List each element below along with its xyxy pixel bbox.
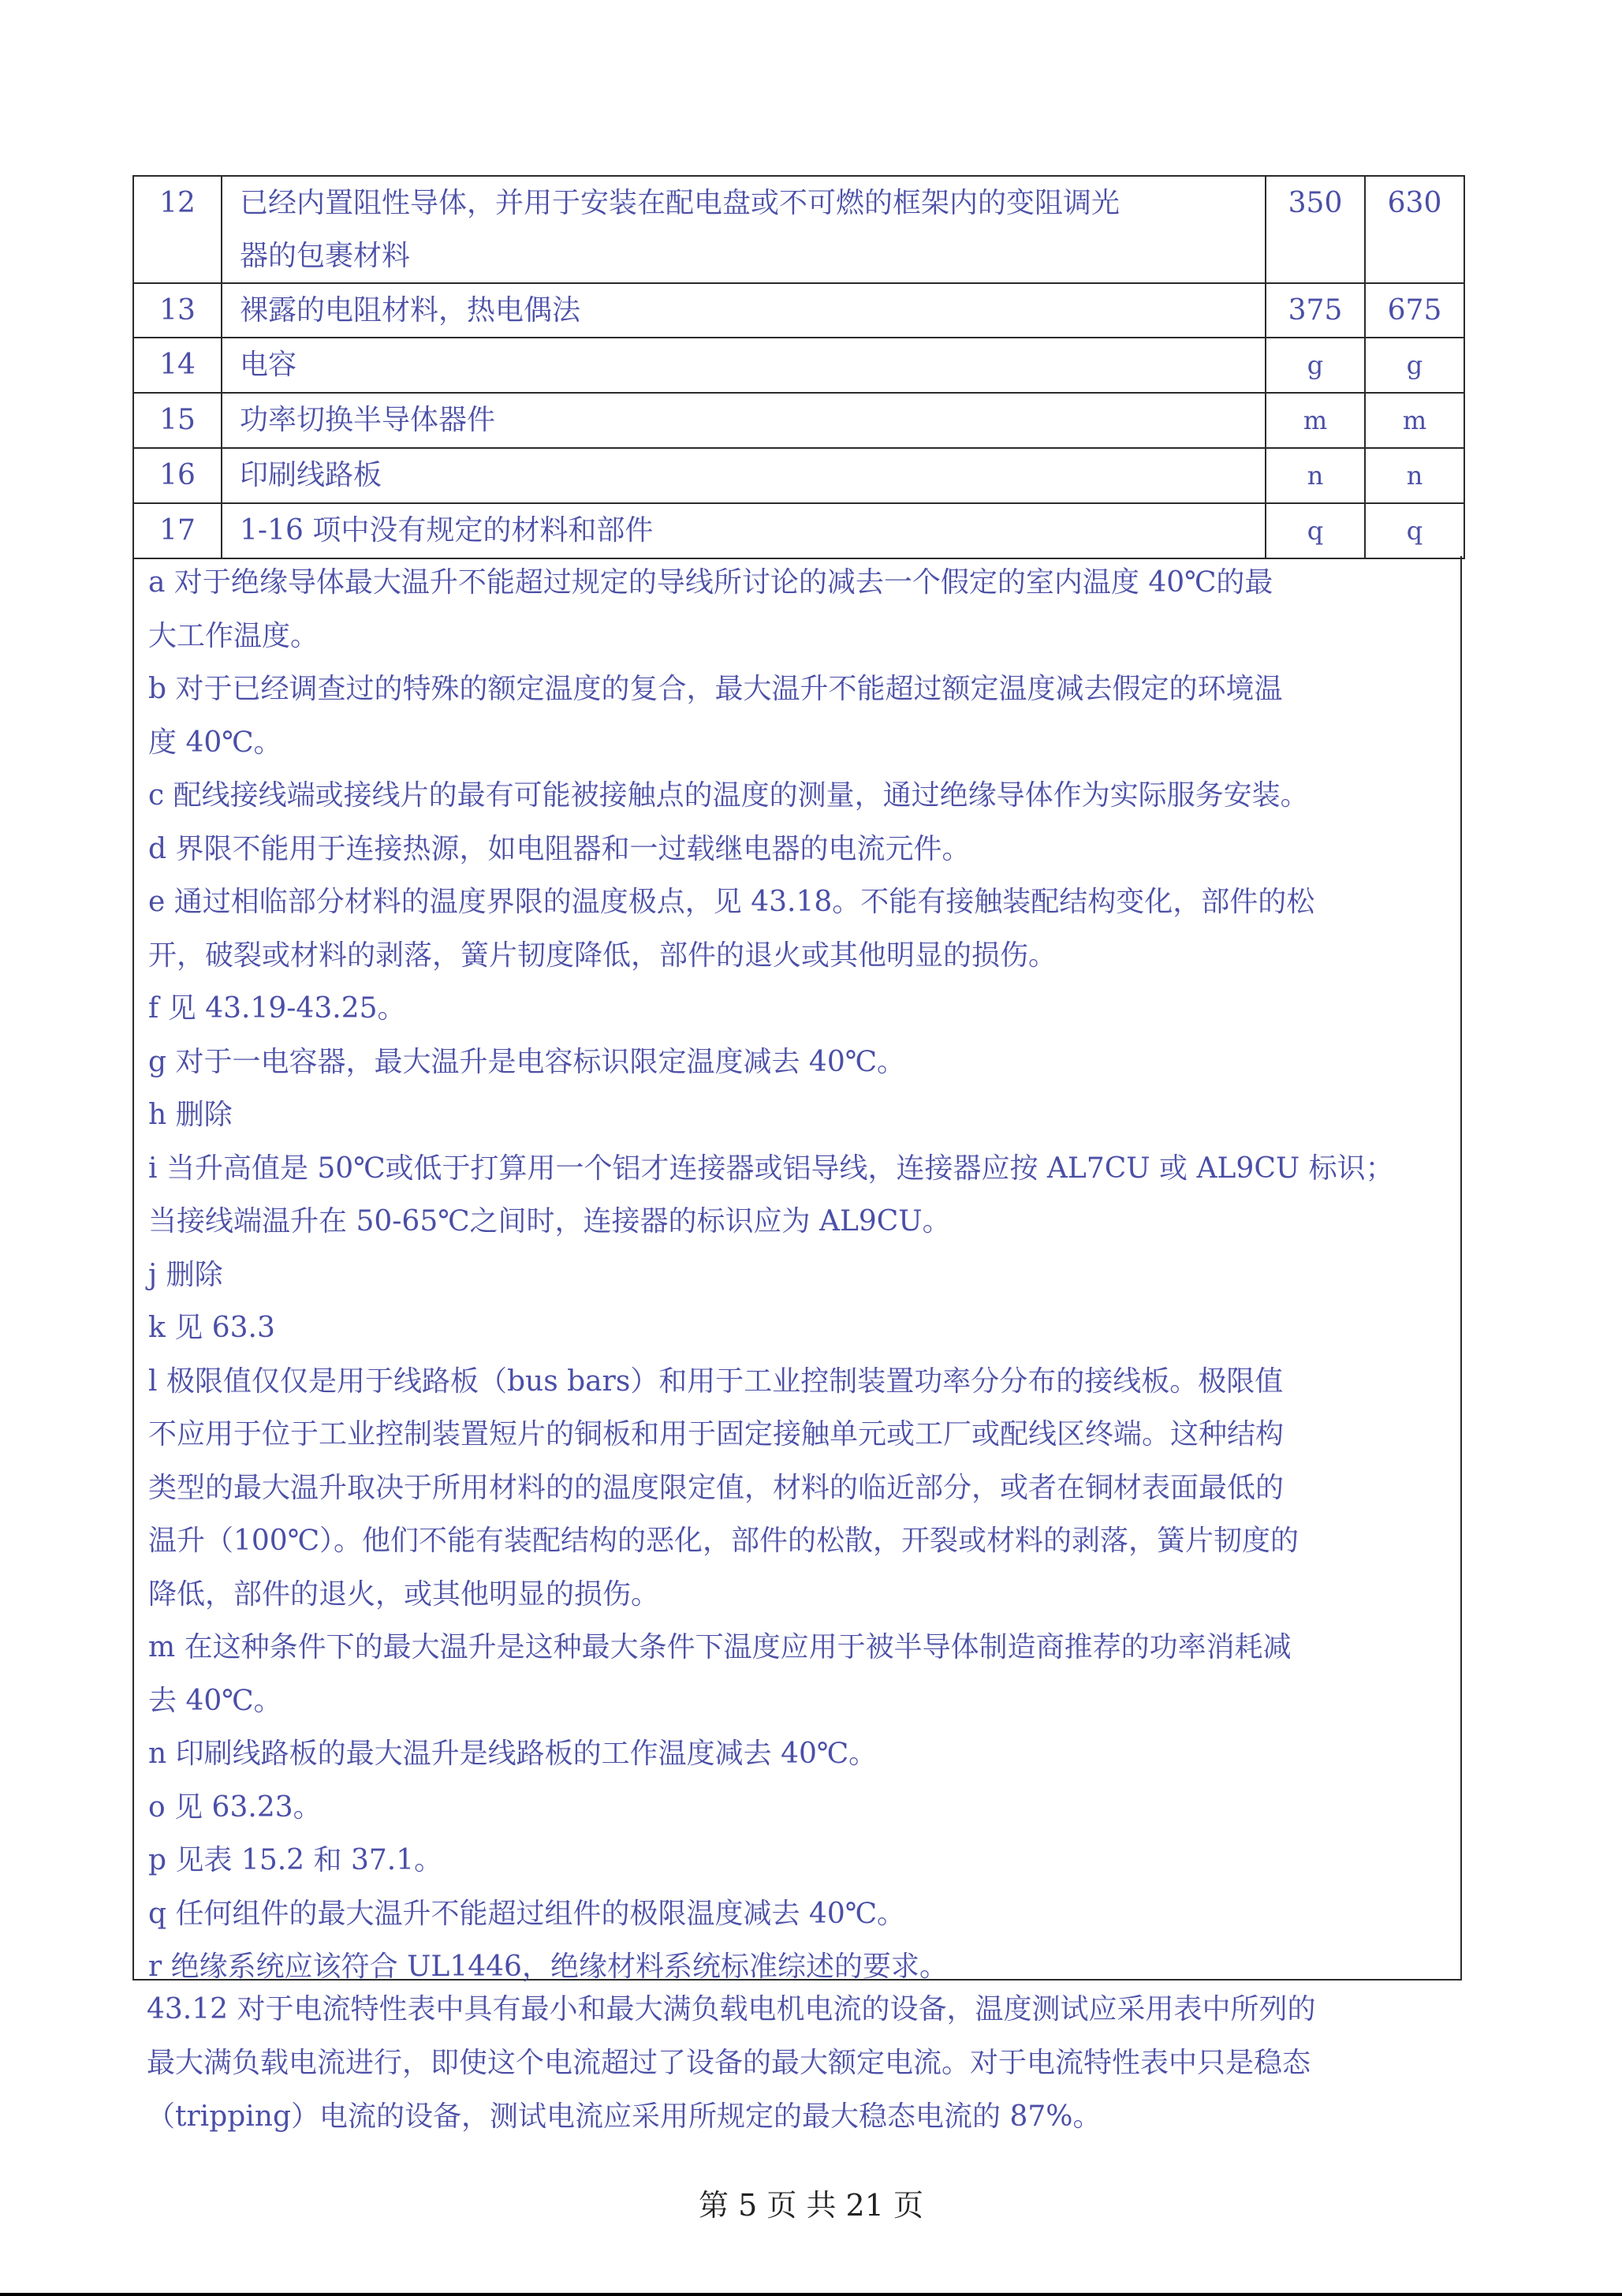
footnote-ref: q [1406, 516, 1423, 546]
footnote-line: k 见 63.3 [148, 1312, 275, 1344]
limit-value-c [1266, 338, 1365, 393]
footnote-ref: g [1406, 350, 1423, 380]
limit-value-f [1365, 448, 1464, 503]
page-number-footer: 第 5 页 共 21 页 [699, 2188, 923, 2223]
limit-value-c [1266, 448, 1365, 503]
limit-value-f: 630 [1365, 176, 1464, 283]
item-number: 15 [133, 393, 222, 448]
footnote-line: j 删除 [148, 1258, 223, 1291]
footnote-line: m 在这种条件下的最大温升是这种最大条件下温度应用于被半导体制造商推荐的功率消耗减 [148, 1631, 1292, 1663]
footnote-line: 类型的最大温升取决于所用材料的的温度限定值，材料的临近部分，或者在铜材表面最低的 [148, 1471, 1285, 1504]
page-bottom-divider [0, 2293, 1622, 2296]
footnote-line: 不应用于位于工业控制装置短片的铜板和用于固定接触单元或工厂或配线区终端。这种结构 [148, 1418, 1285, 1450]
limit-value-f [1365, 503, 1464, 558]
footnote-line: 当接线端温升在 50-65℃之间时，连接器的标识应为 AL9CU。 [148, 1205, 951, 1238]
footnote-ref: n [1307, 461, 1324, 491]
footnote-line: q 任何组件的最大温升不能超过组件的极限温度减去 40℃。 [148, 1897, 906, 1930]
footnote-line: n 印刷线路板的最大温升是线路板的工作温度减去 40℃。 [148, 1738, 878, 1770]
footnote-line: g 对于一电容器，最大温升是电容标识限定温度减去 40℃。 [148, 1045, 906, 1078]
table-row [133, 176, 1464, 283]
table-row [133, 338, 1464, 393]
footnote-line: a 对于绝缘导体最大温升不能超过规定的导线所讨论的减去一个假定的室内温度 40℃的最 [148, 566, 1273, 599]
footnote-line: l 极限值仅仅是用于线路板（bus bars）和用于工业控制装置功率分分布的接线板。极限值 [148, 1365, 1284, 1398]
table-row [133, 393, 1464, 448]
footnote-line: 大工作温度。 [148, 619, 319, 652]
temperature-limits-table [132, 175, 1465, 559]
footnote-line: i 当升高值是 50℃或低于打算用一个铝才连接器或铝导线，连接器应按 AL7CU 或 AL9CU 标识； [148, 1152, 1394, 1185]
item-number: 16 [133, 448, 222, 503]
footnote-ref: q [1307, 516, 1324, 546]
footnote-line: 开，破裂或材料的剥落，簧片韧度降低，部件的退火或其他明显的损伤。 [148, 939, 1057, 972]
limit-value-c [1266, 393, 1365, 448]
item-number: 13 [133, 283, 222, 338]
footnote-line: f 见 43.19-43.25。 [148, 992, 406, 1025]
item-number: 12 [133, 176, 222, 283]
footnote-line: o 见 63.23。 [148, 1790, 322, 1824]
table-row [133, 503, 1464, 558]
limit-value-f [1365, 338, 1464, 393]
footnote-line: b 对于已经调查过的特殊的额定温度的复合，最大温升不能超过额定温度减去假定的环境温 [148, 673, 1283, 705]
section-43-12-paragraph [147, 1983, 1471, 2144]
description-line: 已经内置阻性导体，并用于安装在配电盘或不可燃的框架内的变阻调光 [240, 187, 1120, 219]
limit-value-f: 675 [1365, 283, 1464, 338]
footnote-line: 降低，部件的退火，或其他明显的损伤。 [148, 1577, 660, 1611]
limit-value-f [1365, 393, 1464, 448]
footnote-line: 去 40℃。 [148, 1684, 282, 1717]
footnote-ref: m [1402, 405, 1427, 435]
item-description: 功率切换半导体器件 [222, 393, 1266, 448]
footnote-line: r 绝缘系统应该符合 UL1446，绝缘材料系统标准综述的要求。 [148, 1951, 948, 1983]
footnote-ref: n [1406, 461, 1423, 491]
item-description: 电容 [222, 338, 1266, 393]
limit-value-c [1266, 503, 1365, 558]
footnote-line: h 删除 [148, 1099, 233, 1131]
item-description: 裸露的电阻材料，热电偶法 [222, 283, 1266, 338]
table-row [133, 448, 1464, 503]
table-footnotes [132, 556, 1462, 1981]
table-row [133, 283, 1464, 338]
item-description [222, 176, 1266, 283]
item-description: 印刷线路板 [222, 448, 1266, 503]
footnote-line: 温升（100℃）。他们不能有装配结构的恶化，部件的松散，开裂或材料的剥落，簧片韧度的 [148, 1525, 1299, 1557]
item-description: 1-16 项中没有规定的材料和部件 [222, 503, 1266, 558]
footnote-line: c 配线接线端或接线片的最有可能被接触点的温度的测量，通过绝缘导体作为实际服务安装。 [148, 779, 1309, 812]
footnote-line: p 见表 15.2 和 37.1。 [148, 1844, 443, 1876]
footnote-line: 度 40℃。 [148, 726, 282, 759]
footnote-ref: g [1307, 350, 1324, 380]
paragraph-line: 最大满负载电流进行，即使这个电流超过了设备的最大额定电流。对于电流特性表中只是稳态 [147, 2047, 1311, 2079]
description-line: 器的包裹材料 [240, 240, 411, 272]
paragraph-line: （tripping）电流的设备，测试电流应采用所规定的最大稳态电流的 87%。 [147, 2100, 1102, 2133]
item-number: 14 [133, 338, 222, 393]
limit-value-c: 350 [1266, 176, 1365, 283]
limit-value-c: 375 [1266, 283, 1365, 338]
item-number: 17 [133, 503, 222, 558]
footnote-line: d 界限不能用于连接热源，如电阻器和一过载继电器的电流元件。 [148, 832, 971, 865]
paragraph-line: 43.12 对于电流特性表中具有最小和最大满负载电机电流的设备，温度测试应采用表中所列的 [147, 1993, 1316, 2025]
footnote-ref: m [1303, 405, 1328, 435]
footnote-line: e 通过相临部分材料的温度界限的温度极点，见 43.18。不能有接触装配结构变化，部件的松 [148, 886, 1315, 918]
